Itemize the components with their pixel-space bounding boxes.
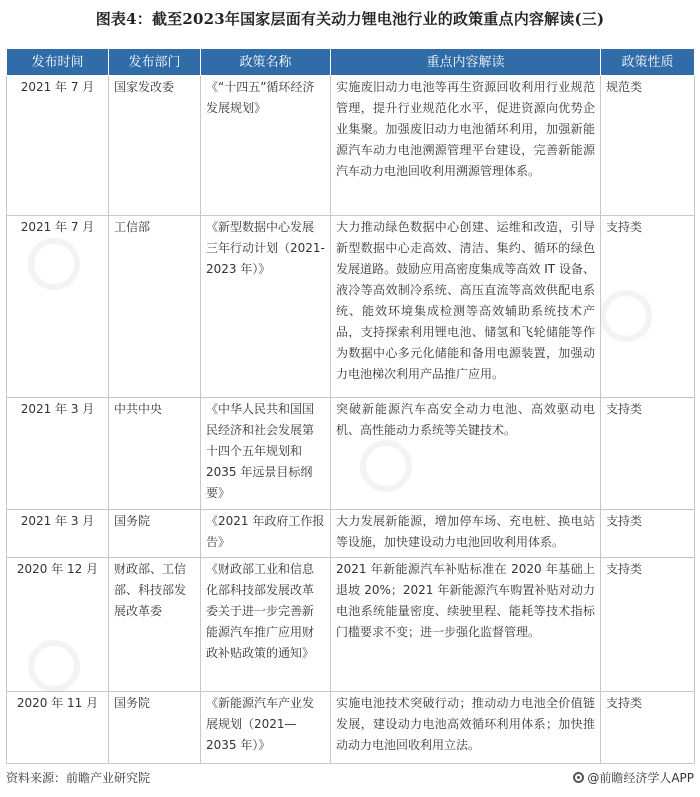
- cell-name: 《新型数据中心发展三年行动计划（2021-2023 年）》: [201, 216, 331, 398]
- header-nature: 政策性质: [601, 49, 695, 76]
- brand-label: @前瞻经济学人APP: [587, 771, 694, 785]
- cell-dept: 国务院: [109, 692, 201, 764]
- cell-time: 2021 年 7 月: [7, 76, 109, 216]
- source-note: 资料来源：前瞻产业研究院: [6, 771, 151, 785]
- table-row: [7, 558, 695, 692]
- cell-nature: 支持类: [601, 510, 695, 558]
- policy-table: [6, 48, 695, 764]
- cell-content: 大力推动绿色数据中心创建、运维和改造，引导新型数据中心走高效、清洁、集约、循环的绿色发展道路。鼓励应用高密度集成等高效 IT 设备、液冷等高效制冷系统、高压直流等高效供配电系统、能效环境集成检测等高效辅助系统技术产品，支持探索利用锂电池、储氢和飞轮储能等作为数据中心多元化储能和备用电源装置，加强动力电池梯次利用产品推广应用。: [331, 216, 601, 398]
- table-row: [7, 216, 695, 398]
- table-row: [7, 398, 695, 510]
- cell-content: 2021 年新能源汽车补贴标准在 2020 年基础上退坡 20%；2021 年新能源汽车购置补贴对动力电池系统能量密度、续驶里程、能耗等技术指标门槛要求不变；进一步强化监督管理。: [331, 558, 601, 692]
- cell-time: 2020 年 12 月: [7, 558, 109, 692]
- cell-content: 突破新能源汽车高安全动力电池、高效驱动电机、高性能动力系统等关键技术。: [331, 398, 601, 510]
- cell-name: 《中华人民共和国国民经济和社会发展第十四个五年规划和 2035 年远景目标纲要》: [201, 398, 331, 510]
- cell-dept: 财政部、工信部、科技部发展改革委: [109, 558, 201, 692]
- header-time: 发布时间: [7, 49, 109, 76]
- cell-dept: 中共中央: [109, 398, 201, 510]
- cell-content: 实施电池技术突破行动；推动动力电池全价值链发展，建设动力电池高效循环利用体系；加快推动动力电池回收利用立法。: [331, 692, 601, 764]
- cell-content: 大力发展新能源，增加停车场、充电桩、换电站等设施，加快建设动力电池回收利用体系。: [331, 510, 601, 558]
- cell-name: 《新能源汽车产业发展规划（2021—2035 年）》: [201, 692, 331, 764]
- header-content: 重点内容解读: [331, 49, 601, 76]
- cell-nature: 支持类: [601, 558, 695, 692]
- cell-name: 《2021 年政府工作报告》: [201, 510, 331, 558]
- cell-time: 2021 年 3 月: [7, 398, 109, 510]
- cell-dept: 国务院: [109, 510, 201, 558]
- table-row: [7, 76, 695, 216]
- table-row: [7, 692, 695, 764]
- cell-time: 2021 年 3 月: [7, 510, 109, 558]
- app-logo-icon: [573, 772, 584, 783]
- cell-nature: 支持类: [601, 398, 695, 510]
- cell-nature: 支持类: [601, 216, 695, 398]
- page-title: 图表4：截至2023年国家层面有关动力锂电池行业的政策重点内容解读(三): [95, 10, 605, 28]
- cell-time: 2020 年 11 月: [7, 692, 109, 764]
- cell-name: 《“十四五”循环经济发展规划》: [201, 76, 331, 216]
- header-name: 政策名称: [201, 49, 331, 76]
- table-row: [7, 510, 695, 558]
- cell-nature: 支持类: [601, 692, 695, 764]
- cell-dept: 工信部: [109, 216, 201, 398]
- table-header-row: [7, 49, 695, 76]
- cell-dept: 国家发改委: [109, 76, 201, 216]
- cell-name: 《财政部工业和信息化部科技部发展改革委关于进一步完善新能源汽车推广应用财政补贴政策的通知》: [201, 558, 331, 692]
- header-dept: 发布部门: [109, 49, 201, 76]
- cell-nature: 规范类: [601, 76, 695, 216]
- cell-content: 实施废旧动力电池等再生资源回收利用行业规范管理，提升行业规范化水平，促进资源向优势企业集聚。加强废旧动力电池循环利用，加强新能源汽车动力电池溯源管理平台建设，完善新能源汽车动力电池回收利用溯源管理体系。: [331, 76, 601, 216]
- cell-time: 2021 年 7 月: [7, 216, 109, 398]
- brand-credit: [573, 769, 694, 786]
